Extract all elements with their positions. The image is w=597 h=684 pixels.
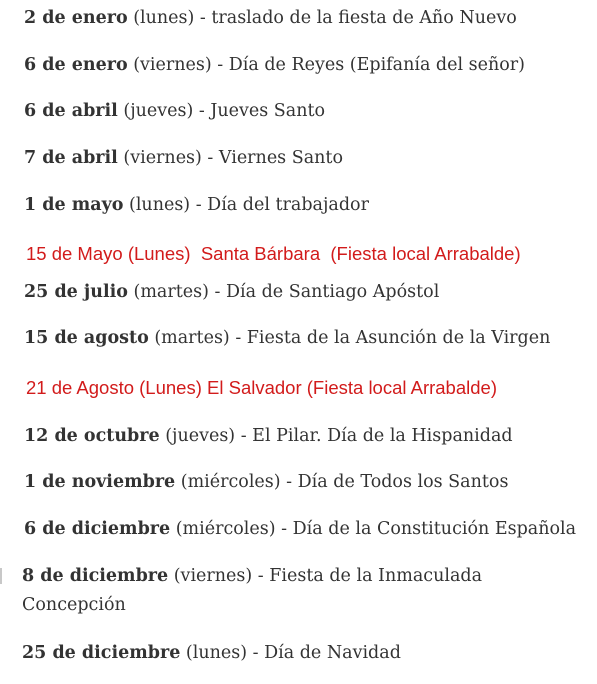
holiday-date: 1 de mayo	[24, 195, 124, 215]
holiday-date: 7 de abril	[24, 148, 118, 168]
holiday-description: - El Pilar. Día de la Hispanidad	[235, 426, 513, 446]
holiday-date: 25 de diciembre	[22, 643, 181, 663]
holiday-description: - Día de Navidad	[247, 643, 401, 663]
holiday-date: 2 de enero	[24, 8, 128, 28]
holiday-description: - Día de Reyes (Epifanía del señor)	[211, 55, 525, 75]
holiday-weekday: (miércoles)	[170, 519, 276, 539]
holiday-date: 1 de noviembre	[24, 472, 176, 492]
holiday-weekday: (miércoles)	[175, 472, 281, 492]
holiday-date: 15 de agosto	[24, 328, 149, 348]
holiday-item	[24, 97, 590, 126]
holiday-item	[24, 278, 590, 307]
holiday-weekday: (lunes)	[123, 195, 191, 215]
holiday-item	[24, 4, 590, 33]
holiday-weekday: (jueves)	[159, 426, 236, 446]
holiday-weekday: (martes)	[127, 282, 209, 302]
holiday-item	[22, 639, 588, 668]
holiday-description: - Jueves Santo	[193, 101, 326, 121]
holiday-date: 8 de diciembre	[22, 566, 169, 586]
holiday-date: 6 de abril	[24, 101, 118, 121]
holiday-weekday: (martes)	[148, 328, 230, 348]
holiday-weekday: (viernes)	[117, 148, 202, 168]
holiday-description: - Día de la Constitución Española	[275, 519, 577, 539]
holiday-item	[24, 422, 590, 451]
holiday-item	[22, 562, 502, 620]
holiday-item	[24, 144, 590, 173]
holiday-description: - Fiesta de la Inmaculada Concepción	[22, 566, 483, 615]
holiday-description: - Fiesta de la Asunción de la Virgen	[229, 328, 551, 348]
holiday-item	[24, 324, 590, 353]
holiday-item	[24, 191, 590, 220]
holiday-description: - traslado de la fiesta de Año Nuevo	[194, 8, 517, 28]
holiday-description: - Viernes Santo	[201, 148, 343, 168]
holiday-date: 25 de julio	[24, 282, 128, 302]
holiday-weekday: (viernes)	[168, 566, 253, 586]
holiday-description: - Día del trabajador	[190, 195, 369, 215]
edge-divider	[0, 568, 2, 584]
holiday-weekday: (viernes)	[127, 55, 212, 75]
holiday-weekday: (jueves)	[117, 101, 194, 121]
holiday-date: 6 de enero	[24, 55, 128, 75]
holiday-description: - Día de Todos los Santos	[280, 472, 509, 492]
holiday-item	[24, 51, 590, 80]
holiday-weekday: (lunes)	[127, 8, 195, 28]
holiday-weekday: (lunes)	[180, 643, 248, 663]
holiday-date: 12 de octubre	[24, 426, 160, 446]
holiday-description: - Día de Santiago Apóstol	[208, 282, 440, 302]
local-holiday-item: 21 de Agosto (Lunes) El Salvador (Fiesta local Arrabalde)	[26, 377, 497, 398]
holiday-date: 6 de diciembre	[24, 519, 171, 539]
holiday-item	[24, 515, 590, 544]
holiday-item	[24, 468, 590, 497]
local-holiday-item: 15 de Mayo (Lunes) Santa Bárbara (Fiesta local Arrabalde)	[26, 243, 521, 264]
